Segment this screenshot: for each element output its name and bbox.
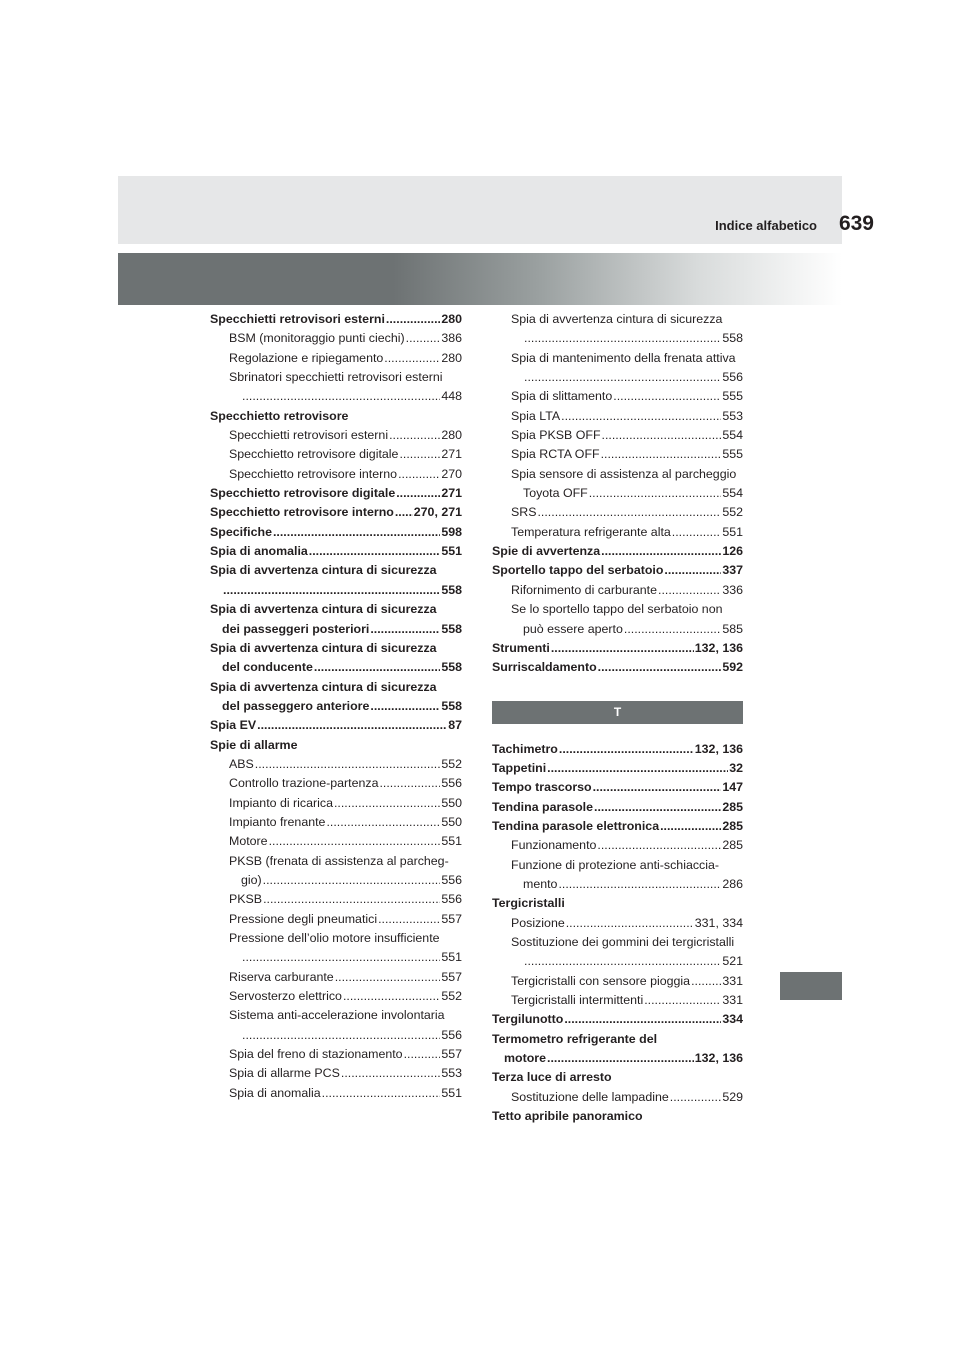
entry-text: Se lo sportello tappo del serbatoio non	[511, 602, 723, 617]
entry-page-ref: 126	[722, 544, 743, 559]
leader-dots	[602, 426, 722, 445]
index-entry	[492, 310, 743, 329]
index-entry	[492, 759, 743, 778]
index-entry	[492, 740, 743, 759]
chapter-tab	[780, 972, 842, 1000]
entry-text: Funzionamento	[511, 838, 597, 853]
entry-text: può essere aperto	[523, 621, 623, 636]
leader-dots	[257, 716, 447, 735]
leader-dots	[370, 620, 440, 639]
index-entry	[492, 991, 743, 1010]
leader-dots	[314, 658, 440, 677]
index-entry	[210, 910, 462, 929]
entry-page-ref: 132, 136	[694, 1051, 743, 1066]
entry-page-ref: 550	[441, 795, 462, 810]
entry-text: Motore	[229, 834, 268, 849]
index-entry	[492, 349, 743, 368]
entry-text: SRS	[511, 505, 537, 520]
index-entry	[210, 658, 462, 677]
leader-dots	[566, 914, 694, 933]
entry-page-ref: 285	[722, 838, 743, 853]
index-entry	[492, 856, 743, 875]
index-entry	[492, 426, 743, 445]
entry-page-ref: 556	[441, 776, 462, 791]
index-entry	[492, 484, 743, 503]
index-entry	[210, 329, 462, 348]
entry-text: Specchietti retrovisori esterni	[229, 428, 389, 443]
index-entry	[210, 697, 462, 716]
leader-dots	[341, 1064, 440, 1083]
leader-dots	[524, 329, 721, 348]
leader-dots	[269, 832, 441, 851]
entry-page-ref: 285	[722, 799, 743, 814]
leader-dots	[335, 968, 441, 987]
entry-text: Tappetini	[492, 760, 547, 775]
index-entry	[210, 948, 462, 967]
index-column-left	[210, 310, 462, 1103]
index-entry	[492, 407, 743, 426]
leader-dots	[404, 1045, 441, 1064]
index-entry	[210, 387, 462, 406]
leader-dots	[395, 503, 413, 522]
index-entry	[210, 368, 462, 387]
letter-header: T	[492, 701, 743, 724]
leader-dots	[537, 503, 721, 522]
index-entry	[210, 445, 462, 464]
entry-text: Toyota OFF	[523, 486, 588, 501]
entry-page-ref: 556	[441, 1027, 462, 1042]
entry-page-ref: 557	[441, 969, 462, 984]
entry-text: Tendina parasole	[492, 799, 593, 814]
index-group-s-continued	[492, 310, 743, 678]
entry-text: Spia di avvertenza cintura di sicurezza	[210, 640, 437, 655]
leader-dots	[370, 697, 440, 716]
leader-dots	[524, 952, 721, 971]
entry-text: motore	[504, 1051, 546, 1066]
index-entry	[492, 387, 743, 406]
index-entry	[492, 817, 743, 836]
entry-page-ref: 557	[441, 1047, 462, 1062]
leader-dots	[223, 581, 440, 600]
leader-dots	[399, 445, 440, 464]
index-entry	[492, 1030, 743, 1049]
entry-page-ref: 32	[729, 760, 743, 775]
index-entry	[210, 832, 462, 851]
entry-text: Specchietto retrovisore digitale	[229, 447, 399, 462]
entry-page-ref: 552	[441, 989, 462, 1004]
entry-text: ABS	[229, 756, 254, 771]
entry-page-ref: 448	[441, 389, 462, 404]
index-column-right	[492, 310, 743, 1126]
leader-dots	[242, 948, 440, 967]
leader-dots	[558, 875, 721, 894]
index-entry	[492, 894, 743, 913]
entry-text: Impianto di ricarica	[229, 795, 333, 810]
entry-page-ref: 558	[441, 698, 462, 713]
index-entry	[210, 794, 462, 813]
index-entry	[210, 755, 462, 774]
entry-text: Spia di slittamento	[511, 389, 613, 404]
leader-dots	[593, 778, 722, 797]
leader-dots	[691, 972, 721, 991]
index-entry	[210, 639, 462, 658]
entry-text: mento	[523, 876, 558, 891]
leader-dots	[396, 484, 440, 503]
entry-page-ref: 280	[441, 428, 462, 443]
leader-dots	[326, 813, 440, 832]
index-entry	[210, 852, 462, 871]
index-entry	[210, 736, 462, 755]
index-entry	[210, 1026, 462, 1045]
entry-text: gio)	[241, 872, 262, 887]
entry-text: Specchietto retrovisore	[210, 408, 349, 423]
leader-dots	[309, 542, 441, 561]
entry-text: Specchietto retrovisore interno	[229, 466, 398, 481]
leader-dots	[263, 871, 441, 890]
entry-text: Spia sensore di assistenza al parcheggio	[511, 466, 737, 481]
entry-page-ref: 585	[722, 621, 743, 636]
index-entry	[492, 542, 743, 561]
entry-page-ref: 132, 136	[694, 741, 743, 756]
index-entry	[492, 329, 743, 348]
index-entry	[210, 716, 462, 735]
index-entry	[210, 465, 462, 484]
entry-text: Spie di allarme	[210, 737, 298, 752]
index-entry	[210, 987, 462, 1006]
entry-text: Tendina parasole elettronica	[492, 818, 660, 833]
entry-text: Specchietto retrovisore digitale	[210, 486, 396, 501]
entry-text: Specifiche	[210, 524, 272, 539]
entry-page-ref: 331, 334	[694, 915, 743, 930]
entry-text: Tergicristalli	[492, 896, 565, 911]
entry-text: PKSB	[229, 892, 263, 907]
index-entry	[492, 836, 743, 855]
entry-text: Spia di anomalia	[210, 544, 308, 559]
entry-page-ref: 521	[722, 954, 743, 969]
entry-text: Riserva carburante	[229, 969, 334, 984]
leader-dots	[386, 310, 440, 329]
leader-dots	[547, 759, 728, 778]
index-entry	[210, 774, 462, 793]
entry-text: Sostituzione dei gommini dei tergicristalli	[511, 934, 735, 949]
leader-dots	[242, 1026, 440, 1045]
index-entry	[210, 813, 462, 832]
index-entry	[492, 1010, 743, 1029]
index-entry	[210, 929, 462, 948]
entry-text: Posizione	[511, 915, 565, 930]
index-entry	[210, 890, 462, 909]
entry-page-ref: 331	[722, 993, 743, 1007]
index-entry	[492, 503, 743, 522]
entry-page-ref: 334	[722, 1012, 743, 1027]
index-entry	[492, 561, 743, 580]
entry-text: Spia LTA	[511, 408, 561, 423]
index-entry	[210, 620, 462, 639]
entry-text: Funzione di protezione anti-schiaccia-	[511, 857, 719, 872]
entry-text: Strumenti	[492, 640, 550, 655]
entry-page-ref: 147	[722, 780, 743, 795]
leader-dots	[379, 774, 440, 793]
index-entry	[210, 678, 462, 697]
entry-text: Controllo trazione-partenza	[229, 776, 379, 791]
leader-dots	[334, 794, 440, 813]
leader-dots	[664, 561, 721, 580]
entry-page-ref: 280	[441, 312, 462, 326]
entry-page-ref: 550	[441, 814, 462, 829]
entry-text: Sistema anti-accelerazione involontaria	[229, 1008, 445, 1023]
leader-dots	[343, 987, 440, 1006]
entry-text: Tergicristalli con sensore pioggia	[511, 973, 691, 988]
entry-text: Spia del freno di stazionamento	[229, 1047, 403, 1062]
index-entry	[492, 933, 743, 952]
leader-dots	[564, 1010, 721, 1029]
entry-text: Rifornimento di carburante	[511, 582, 658, 597]
entry-page-ref: 271	[441, 447, 462, 462]
index-entry	[492, 778, 743, 797]
index-entry	[492, 875, 743, 894]
entry-page-ref: 592	[722, 660, 743, 675]
entry-page-ref: 558	[441, 582, 462, 597]
entry-text: Specchietti retrovisori esterni	[210, 312, 385, 326]
index-group-t	[492, 740, 743, 1127]
index-entry	[492, 523, 743, 542]
entry-page-ref: 551	[441, 834, 462, 849]
header-bar	[118, 176, 842, 244]
entry-page-ref: 552	[722, 505, 743, 520]
index-entry	[492, 465, 743, 484]
entry-page-ref: 270	[441, 466, 462, 481]
entry-text: Spia di mantenimento della frenata attiva	[511, 350, 736, 365]
entry-page-ref: 553	[441, 1066, 462, 1081]
index-entry	[210, 581, 462, 600]
leader-dots	[322, 1084, 441, 1103]
entry-text: Tergilunotto	[492, 1012, 564, 1027]
entry-page-ref: 331	[722, 973, 743, 988]
entry-page-ref: 555	[722, 447, 743, 462]
entry-text: Tempo trascorso	[492, 780, 592, 795]
index-entry	[210, 600, 462, 619]
index-entry	[492, 620, 743, 639]
leader-dots	[601, 542, 721, 561]
leader-dots	[613, 387, 721, 406]
entry-text: Tergicristalli intermittenti	[511, 993, 644, 1007]
entry-text: Spia di avvertenza cintura di sicurezza	[511, 312, 723, 326]
index-entry	[210, 426, 462, 445]
entry-page-ref: 551	[441, 1085, 462, 1100]
entry-page-ref: 551	[441, 950, 462, 965]
section-title: Indice alfabetico	[715, 218, 817, 233]
entry-text: Spia EV	[210, 718, 257, 733]
entry-text: Spia di avvertenza cintura di sicurezza	[210, 563, 437, 578]
entry-page-ref: 556	[441, 872, 462, 887]
index-entry	[492, 1049, 743, 1068]
index-entry	[210, 1006, 462, 1025]
leader-dots	[624, 620, 721, 639]
entry-text: Impianto frenante	[229, 814, 326, 829]
index-entry	[210, 310, 462, 329]
entry-page-ref: 558	[441, 621, 462, 636]
entry-page-ref: 556	[441, 892, 462, 907]
entry-text: Spie di avvertenza	[492, 544, 601, 559]
entry-text: Tetto apribile panoramico	[492, 1109, 643, 1124]
entry-page-ref: 132, 136	[694, 640, 743, 655]
entry-text: dei passeggeri posteriori	[222, 621, 370, 636]
leader-dots	[601, 445, 722, 464]
entry-text: Tachimetro	[492, 741, 558, 756]
leader-dots	[594, 798, 721, 817]
leader-dots	[644, 991, 721, 1010]
entry-text: Sportello tappo del serbatoio	[492, 563, 664, 578]
leader-dots	[672, 523, 722, 542]
index-entry	[492, 368, 743, 387]
index-entry	[210, 1045, 462, 1064]
entry-text: Sostituzione delle lampadine	[511, 1089, 669, 1104]
index-entry	[210, 1084, 462, 1103]
leader-dots	[598, 658, 722, 677]
entry-page-ref: 554	[722, 486, 743, 501]
entry-page-ref: 87	[448, 718, 462, 733]
entry-page-ref: 557	[441, 911, 462, 926]
index-entry	[492, 658, 743, 677]
entry-text: Temperatura refrigerante alta	[511, 524, 671, 539]
leader-dots	[658, 581, 721, 600]
leader-dots	[524, 368, 721, 387]
entry-text: Spia PKSB OFF	[511, 428, 601, 443]
leader-dots	[597, 836, 721, 855]
entry-page-ref: 280	[441, 350, 462, 365]
entry-page-ref: 552	[441, 756, 462, 771]
index-entry	[210, 561, 462, 580]
entry-text: del passeggero anteriore	[222, 698, 370, 713]
index-entry	[492, 639, 743, 658]
index-entry	[492, 445, 743, 464]
entry-text: Terza luce di arresto	[492, 1070, 612, 1085]
entry-page-ref: 271	[441, 486, 462, 501]
entry-page-ref: 551	[441, 544, 462, 559]
entry-text: Spia di anomalia	[229, 1085, 321, 1100]
index-entry	[492, 1088, 743, 1107]
entry-text: Pressione dell’olio motore insufficiente	[229, 931, 440, 945]
leader-dots	[406, 329, 441, 348]
index-entry	[492, 972, 743, 991]
entry-page-ref: 270, 271	[413, 505, 462, 520]
leader-dots	[389, 426, 440, 445]
entry-text: Spia di allarme PCS	[229, 1066, 340, 1081]
index-entry	[210, 542, 462, 561]
page-number: 639	[838, 212, 874, 235]
entry-page-ref: 529	[722, 1089, 743, 1104]
index-entry	[210, 871, 462, 890]
index-entry	[210, 968, 462, 987]
entry-text: Specchietto retrovisore interno	[210, 505, 394, 520]
entry-page-ref: 337	[722, 563, 743, 578]
entry-page-ref: 598	[441, 524, 462, 539]
entry-page-ref: 558	[722, 331, 743, 346]
index-entry	[210, 1064, 462, 1083]
index-entry	[210, 407, 462, 426]
index-entry	[210, 484, 462, 503]
leader-dots	[378, 910, 440, 929]
entry-page-ref: 286	[722, 876, 743, 891]
index-entry	[492, 798, 743, 817]
entry-text: Servosterzo elettrico	[229, 989, 342, 1004]
leader-dots	[398, 465, 440, 484]
leader-dots	[561, 407, 721, 426]
entry-page-ref: 285	[722, 818, 743, 833]
leader-dots	[559, 740, 694, 759]
index-entry	[492, 581, 743, 600]
entry-page-ref: 551	[722, 524, 743, 539]
decorative-band	[118, 253, 842, 305]
entry-page-ref: 336	[722, 582, 743, 597]
index-entry	[492, 600, 743, 619]
leader-dots	[242, 387, 440, 406]
entry-text: BSM (monitoraggio punti ciechi)	[229, 331, 405, 346]
entry-page-ref: 554	[722, 428, 743, 443]
entry-text: Spia di avvertenza cintura di sicurezza	[210, 679, 437, 694]
leader-dots	[551, 639, 694, 658]
index-entry	[492, 952, 743, 971]
entry-text: Spia di avvertenza cintura di sicurezza	[210, 602, 437, 617]
entry-page-ref: 558	[441, 660, 462, 675]
leader-dots	[670, 1088, 722, 1107]
index-entry	[210, 523, 462, 542]
index-entry	[492, 914, 743, 933]
entry-page-ref: 556	[722, 370, 743, 385]
entry-page-ref: 553	[722, 408, 743, 423]
leader-dots	[547, 1049, 694, 1068]
entry-text: del conducente	[222, 660, 313, 675]
leader-dots	[589, 484, 722, 503]
entry-page-ref: 386	[441, 331, 462, 346]
leader-dots	[263, 890, 440, 909]
leader-dots	[384, 349, 440, 368]
entry-text: PKSB (frenata di assistenza al parcheg-	[229, 853, 449, 868]
index-entry	[210, 503, 462, 522]
leader-dots	[660, 817, 721, 836]
entry-text: Regolazione e ripiegamento	[229, 350, 384, 365]
index-entry	[492, 1107, 743, 1126]
index-entry	[210, 349, 462, 368]
index-entry	[492, 1068, 743, 1087]
leader-dots	[255, 755, 441, 774]
entry-text: Spia RCTA OFF	[511, 447, 600, 462]
leader-dots	[273, 523, 440, 542]
entry-text: Termometro refrigerante del	[492, 1031, 658, 1046]
entry-page-ref: 555	[722, 389, 743, 404]
entry-text: Pressione degli pneumatici	[229, 911, 378, 926]
entry-text: Sbrinatori specchietti retrovisori esterni	[229, 370, 443, 385]
entry-text: Surriscaldamento	[492, 660, 597, 675]
